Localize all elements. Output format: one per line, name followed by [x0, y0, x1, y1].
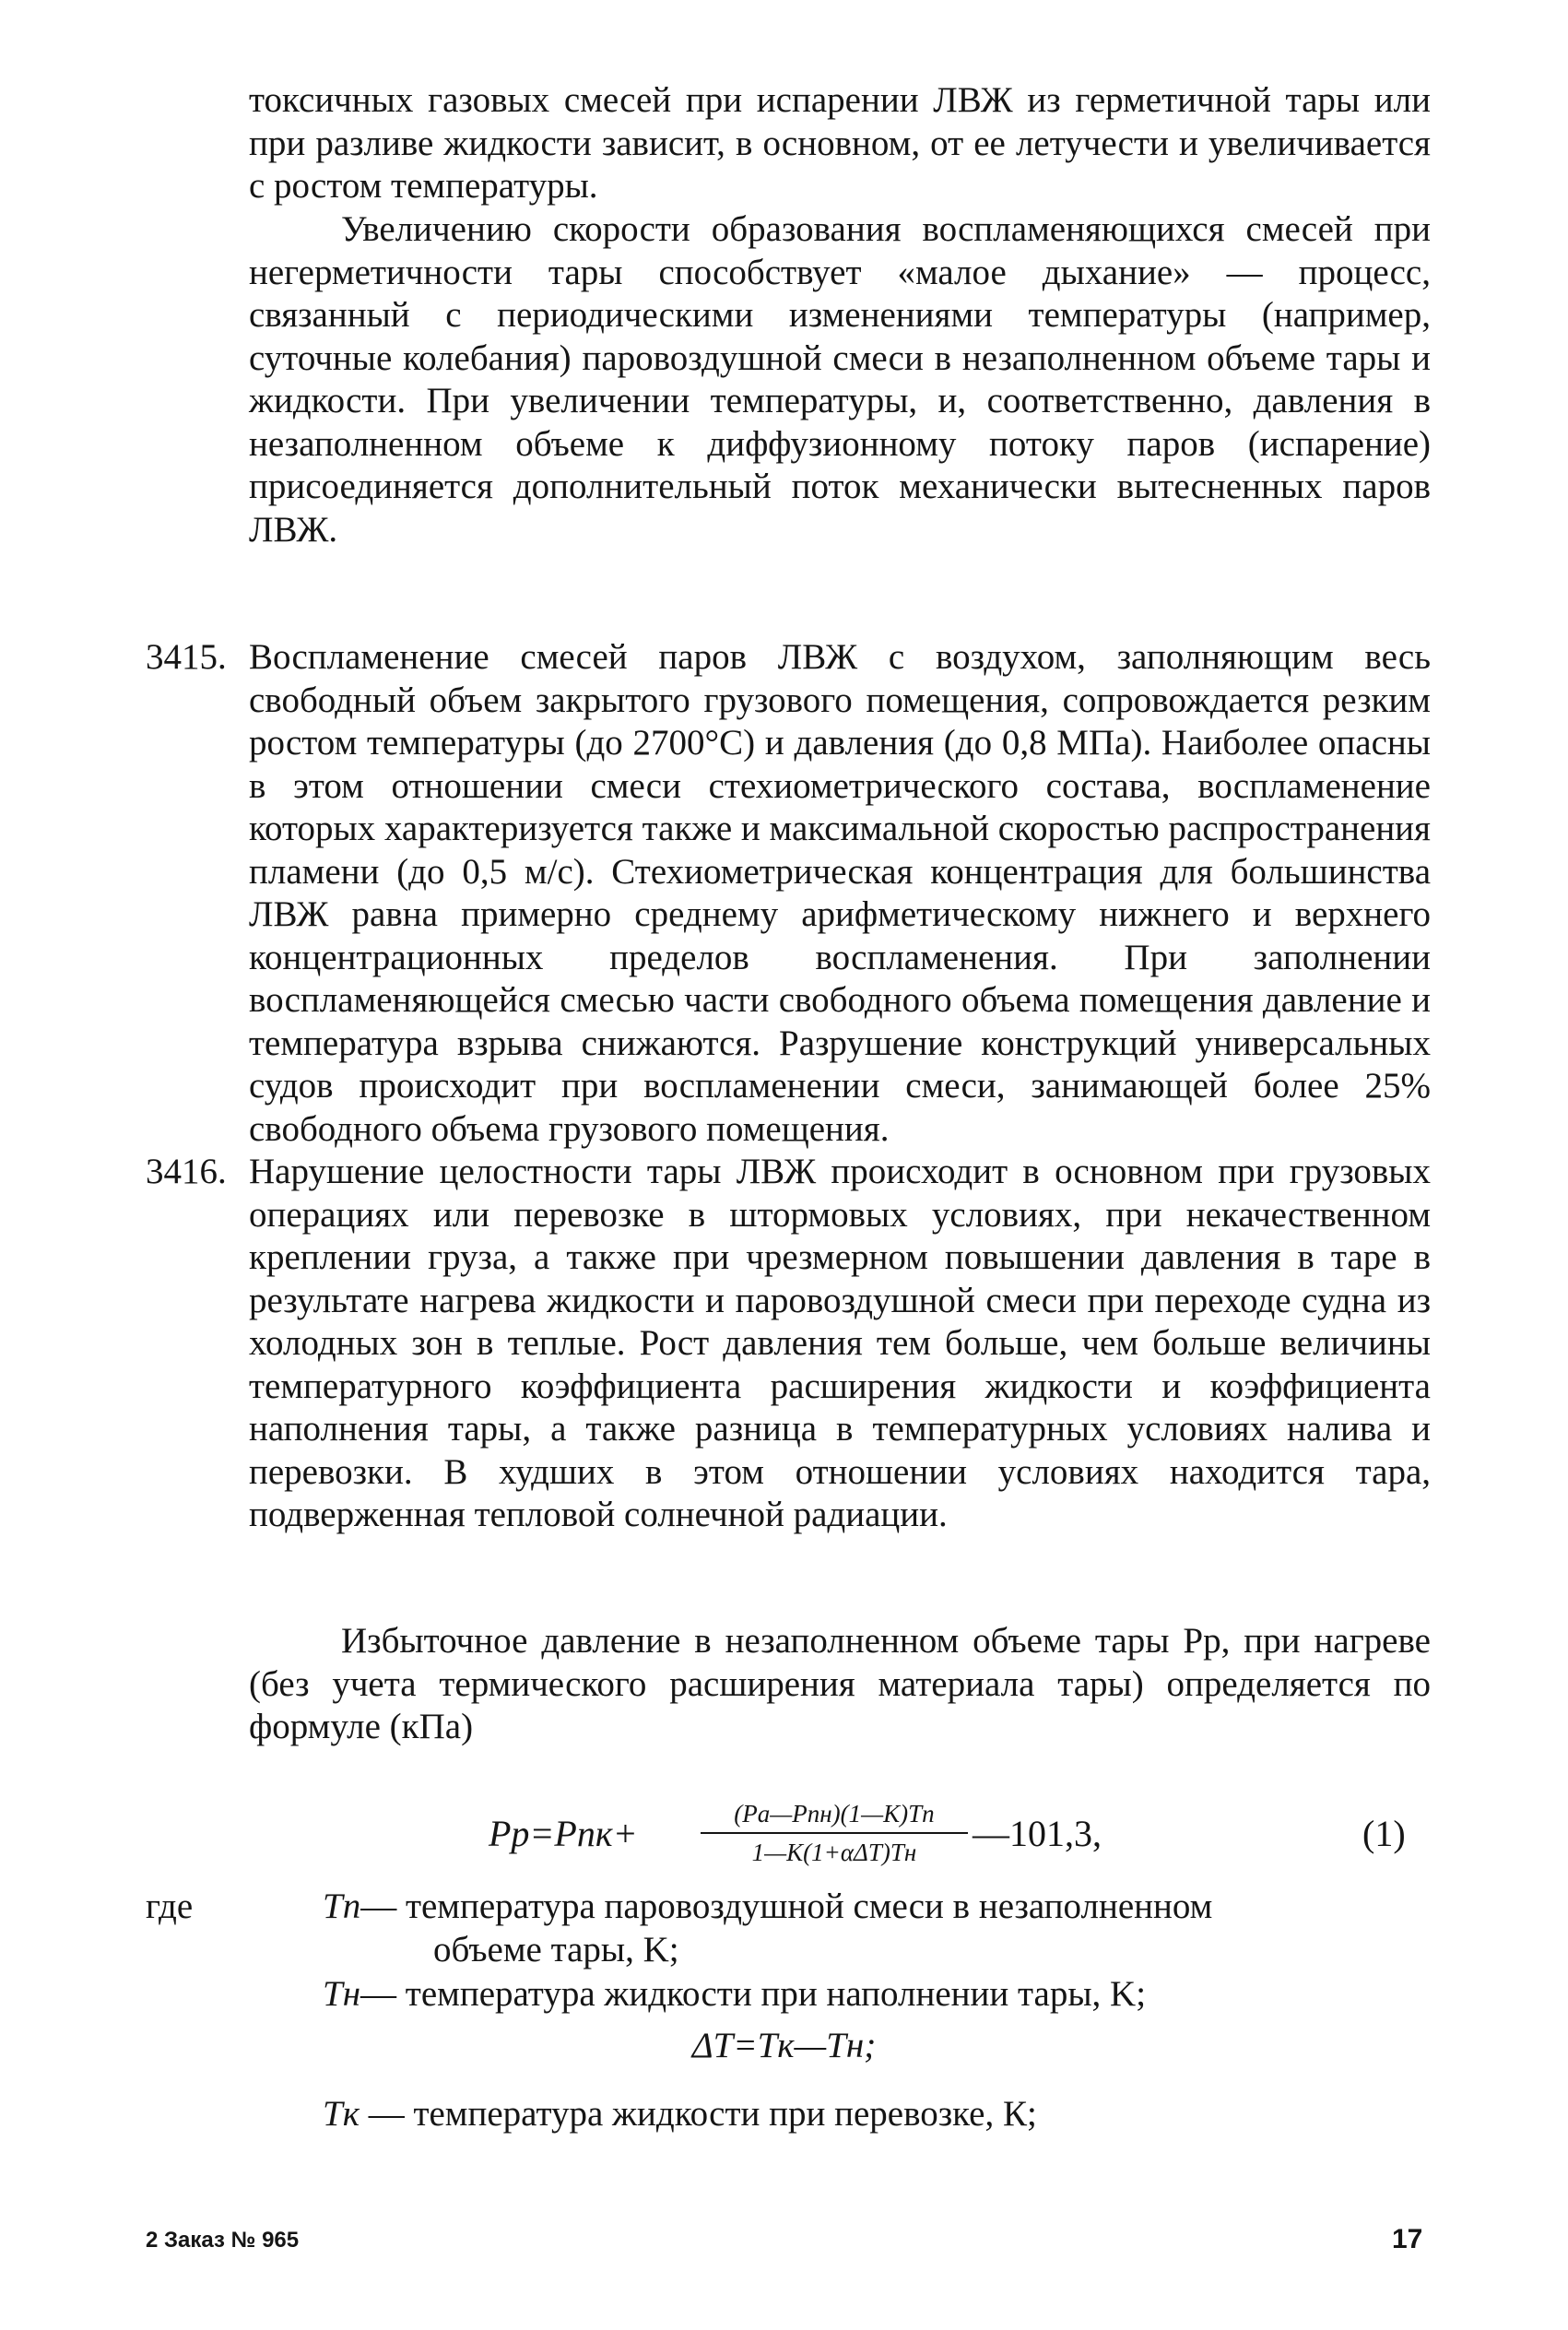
section-number-3416: 3416. [146, 1152, 227, 1191]
formula-numerator: (Pа—Pпн)(1—K)Tп [734, 1800, 935, 1827]
definition-tk-text: — температура жидкости при перевозке, К; [359, 2094, 1037, 2134]
definition-tn [323, 1973, 1429, 2017]
formula-svg [0, 1791, 1568, 1874]
definition-tp [323, 1886, 1429, 1929]
paragraph-3415: Воспламенение смесей паров ЛВЖ с воздухом, заполняющим весь свободный объем закрытого грузового помещения, сопровождается резким ростом температуры (до 2700°С) и давления (до 0,8 МПа). Наиболее опасны в этом отношении смеси стехиометрического состава, воспламенение которых характеризуется также и максимальной скоростью распространения пламени (до 0,5 м/с). Стехиометрическая концентрация для большинства ЛВЖ равна примерно среднему арифметическому нижнего и верхнего концентрационных пределов воспламенения. При заполнении воспламеняющейся смесью части свободного объема помещения давление и температура взрыва снижаются. Разрушение конструкций универсальных судов происходит при воспламенении смеси, занимающей более 25% свободного объема грузового помещения. [249, 637, 1431, 1149]
formula-1 [0, 1791, 1568, 1874]
footer-order-number: 2 Заказ № 965 [146, 2228, 300, 2253]
formula-lhs: Pр=Pпк+ [489, 1813, 638, 1854]
definition-tk [323, 2093, 1429, 2136]
symbol-tk: Tк [323, 2094, 360, 2134]
section-number-3415: 3415. [146, 637, 227, 677]
symbol-tn: Tн [323, 1974, 361, 2014]
definition-tp-text: — температура паровоздушной смеси в незаполненном [360, 1886, 1213, 1926]
page-number: 17 [1392, 2224, 1423, 2254]
definition-tn-text: — температура жидкости при наполнении тары, K; [360, 1974, 1147, 2014]
paragraph-1: токсичных газовых смесей при испарении ЛВЖ из герметичной тары или при разливе жидкости зависит, в основном, от ее летучести и увеличивается с ростом температуры. [249, 80, 1431, 206]
formula-tail: —101,3, [973, 1813, 1102, 1854]
paragraph-3416: Нарушение целостности тары ЛВЖ происходит в основном при грузовых операциях или перевозке в штормовых условиях, при некачественном креплении груза, а также при чрезмерном повышении давления в таре в результате нагрева жидкости и паровоздушной смеси при переходе судна из холодных зон в теплые. Рост давления тем больше, чем больше величины температурного коэффициента расширения жидкости и коэффициента наполнения тары, а также разница в температурных условиях налива и перевозки. В худших в этом отношении условиях находится тара, подверженная тепловой солнечной радиации. [249, 1152, 1431, 1534]
formula-number: (1) [1362, 1813, 1406, 1854]
formula-denominator: 1—K(1+αΔT)Tн [751, 1839, 917, 1866]
delta-t-equation: ΔT=Tк—Tн; [691, 2026, 877, 2065]
symbol-tp: Tп [323, 1886, 361, 1926]
definition-tp-continuation: объеме тары, K; [433, 1930, 679, 1969]
paragraph-2: Увеличению скорости образования воспламеняющихся смесей при негерметичности тары способствует «малое дыхание» — процесс, связанный с периодическими изменениями температуры (например, суточные колебания) паровоздушной смеси в незаполненном объеме тары и жидкости. При увеличении температуры, и, соответственно, давления в незаполненном объеме к диффузионному потоку паров (испарение) присоединяется дополнительный поток механически вытесненных паров ЛВЖ. [249, 209, 1431, 550]
where-label: где [146, 1886, 194, 1926]
paragraph-pressure-intro: Избыточное давление в незаполненном объеме тары Pp, при нагреве (без учета термического расширения материала тары) определяется по формуле (кПа) [249, 1621, 1431, 1746]
